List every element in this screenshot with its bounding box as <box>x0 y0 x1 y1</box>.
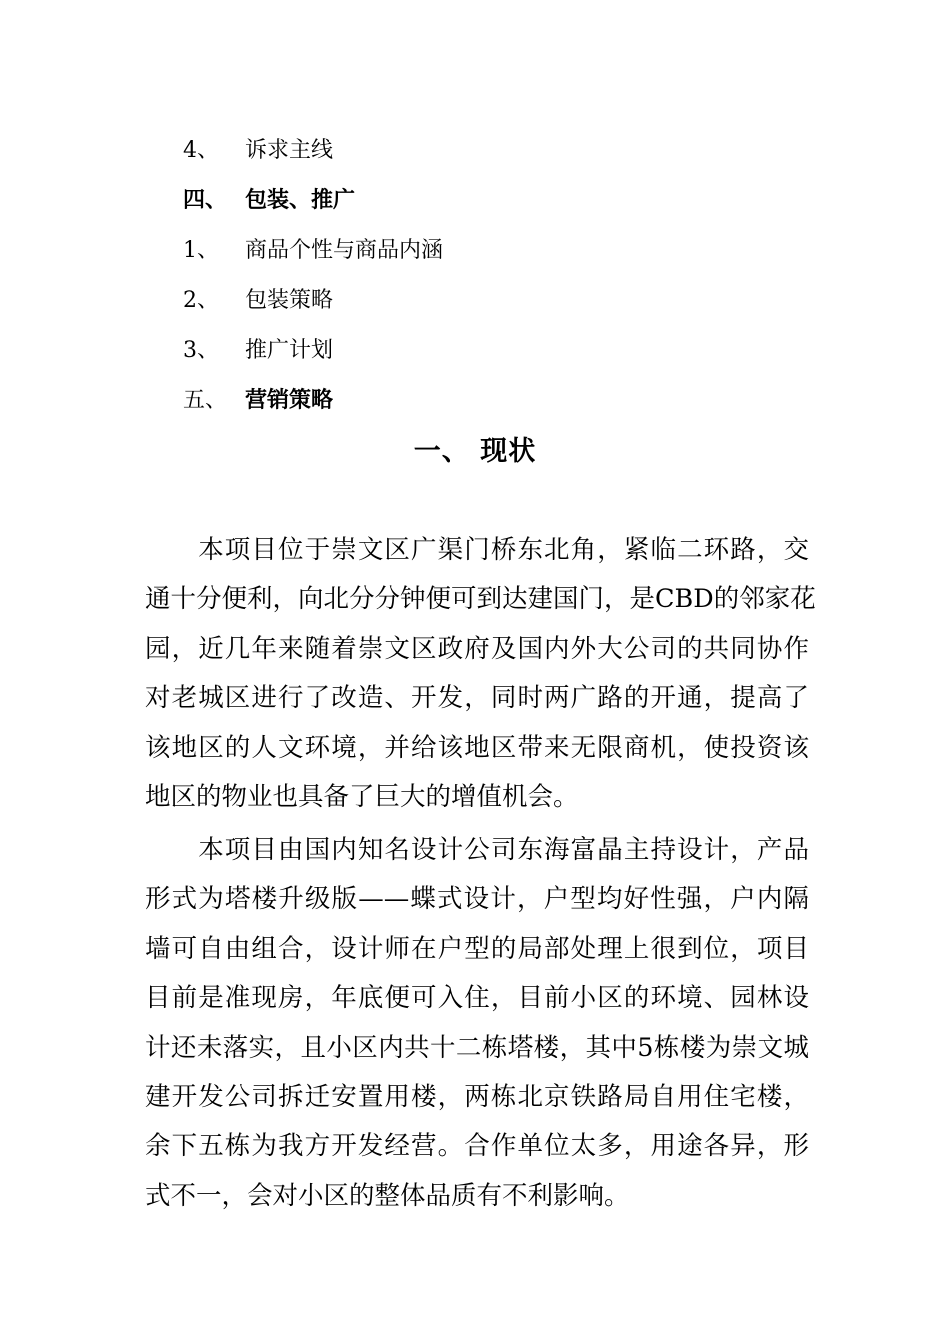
toc-item-label: 推广计划 <box>245 338 334 363</box>
toc-item-label: 诉求主线 <box>245 138 334 163</box>
toc-item-number: 四、 <box>183 188 228 213</box>
paragraph-line: 园，近几年来随着崇文区政府及国内外大公司的共同协作 <box>145 633 809 664</box>
paragraph <box>145 826 809 1221</box>
paragraph-line: 建开发公司拆迁安置用楼，两栋北京铁路局自用住宅楼， <box>145 1081 809 1112</box>
toc-item <box>183 336 333 366</box>
paragraph-line: 计还未落实，且小区内共十二栋塔楼，其中5栋楼为崇文城 <box>145 1032 809 1063</box>
paragraph-line: 对老城区进行了改造、开发，同时两广路的开通，提高了 <box>145 683 809 714</box>
paragraph-line: 地区的物业也具备了巨大的增值机会。 <box>145 781 579 812</box>
paragraph-line: 本项目由国内知名设计公司东海富晶主持设计，产品 <box>145 835 809 865</box>
toc-item-label: 包装、推广 <box>245 188 356 213</box>
toc-item-number: 五、 <box>183 388 228 413</box>
paragraph-line: 余下五栋为我方开发经营。合作单位太多，用途各异，形 <box>145 1131 809 1162</box>
paragraph <box>145 526 816 822</box>
toc-item-label: 包装策略 <box>245 288 334 313</box>
paragraph-line: 通十分便利，向北分分钟便可到达建国门，是CBD的邻家花 <box>145 584 816 615</box>
toc-item <box>183 386 333 416</box>
toc-item-label: 营销策略 <box>245 388 334 413</box>
toc-item <box>183 286 333 316</box>
toc-item <box>183 136 333 166</box>
paragraph-line: 式不一，会对小区的整体品质有不利影响。 <box>145 1180 630 1211</box>
section-title: 一、 现状 <box>413 436 537 467</box>
toc-item <box>183 236 443 266</box>
toc-item-number: 3、 <box>183 338 219 363</box>
paragraph-line: 墙可自由组合，设计师在户型的局部处理上很到位，项目 <box>145 933 809 964</box>
toc-item <box>183 186 355 216</box>
toc-item-label: 商品个性与商品内涵 <box>245 238 444 263</box>
toc-item-number: 2、 <box>183 288 219 313</box>
toc-item-number: 4、 <box>183 138 219 163</box>
paragraph-line: 该地区的人文环境，并给该地区带来无限商机，使投资该 <box>145 732 809 763</box>
paragraph-line: 本项目位于崇文区广渠门桥东北角，紧临二环路，交 <box>145 535 809 565</box>
paragraph-line: 目前是准现房，年底便可入住，目前小区的环境、园林设 <box>145 983 809 1014</box>
paragraph-line: 形式为塔楼升级版——蝶式设计，户型均好性强，户内隔 <box>145 884 809 915</box>
toc-item-number: 1、 <box>183 238 219 263</box>
